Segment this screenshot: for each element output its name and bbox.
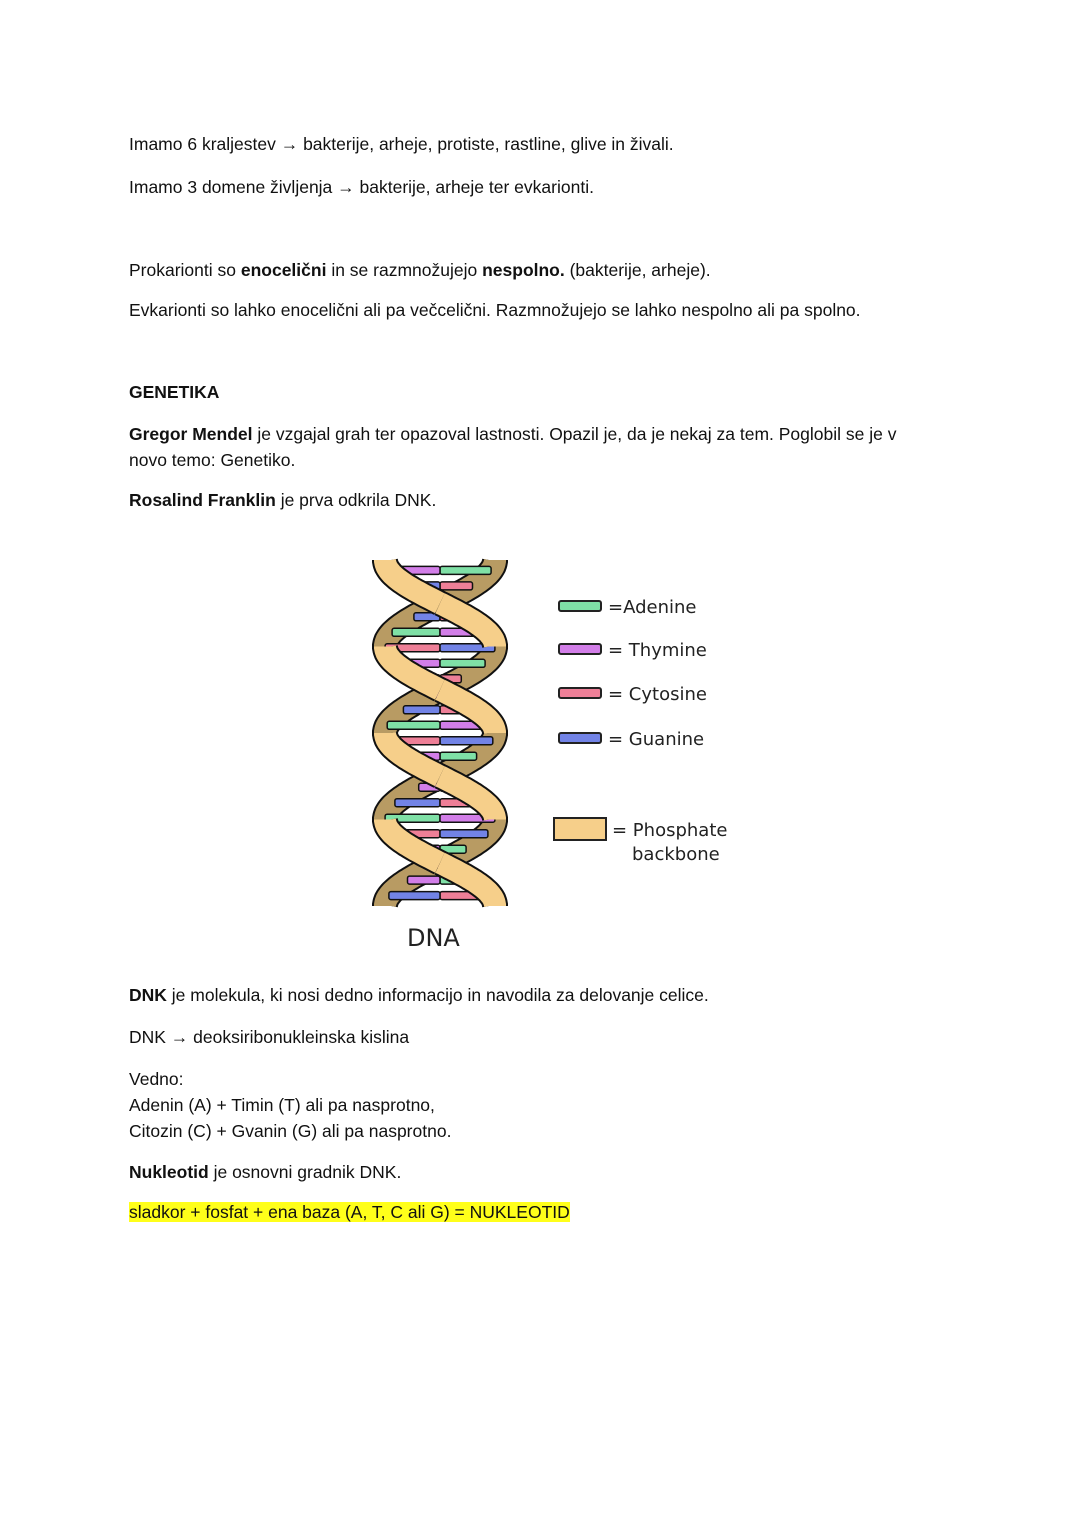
legend-swatch-cytosine	[559, 688, 601, 698]
bold-term: nespolno.	[482, 260, 565, 280]
bold-term: Nukleotid	[129, 1162, 209, 1182]
base-pair-segment	[392, 628, 440, 636]
kingdoms-line: Imamo 6 kraljestev → bakterije, arheje, protiste, rastline, glive in živali.	[129, 134, 674, 154]
base-pair-segment	[440, 737, 493, 745]
dna-caption: DNA	[407, 924, 460, 952]
strand-b-segment	[440, 776, 495, 819]
dnk-definition-line	[129, 982, 709, 1008]
base-pair-segment	[403, 706, 440, 714]
legend-label-phosphate: = Phosphate	[612, 820, 728, 841]
legend-swatch-backbone	[554, 818, 606, 840]
base-pair-segment	[395, 799, 440, 807]
text-part: je molekula, ki nosi dedno informacijo in navodila za delovanje celice.	[166, 985, 709, 1005]
bold-term: Gregor Mendel	[129, 424, 253, 444]
base-pair-segment	[389, 892, 440, 900]
bold-term: DNK	[129, 985, 167, 1005]
legend-label-backbone: backbone	[632, 844, 720, 865]
nucleotide-formula	[129, 1199, 570, 1225]
franklin-line	[129, 487, 436, 513]
section-heading: GENETIKA	[129, 382, 220, 402]
strand-a-segment	[385, 647, 440, 690]
legend-label-guanine: = Guanine	[608, 729, 705, 750]
dna-diagram	[355, 548, 735, 958]
eukaryotes-line: Evkarionti so lahko enocelični ali pa večcelični. Razmnožujejo se lahko nespolno ali pa spolno.	[129, 300, 861, 320]
base-pair-segment	[440, 659, 485, 667]
base-pair-segment	[440, 566, 491, 574]
highlighted-formula: sladkor + fosfat + ena baza (A, T, C ali G) = NUKLEOTID	[129, 1202, 570, 1222]
strand-b-segment	[440, 603, 495, 646]
legend-label-adenine: =Adenine	[608, 597, 697, 618]
pairing-rule-at: Adenin (A) + Timin (T) ali pa nasprotno,	[129, 1095, 435, 1115]
text-part: je prva odkrila DNK.	[275, 490, 437, 510]
base-pair-segment	[440, 830, 488, 838]
base-pair-segment	[440, 582, 473, 590]
strand-a-segment	[385, 820, 440, 863]
dna-helix	[385, 560, 495, 906]
dnk-acronym-line: DNK → deoksiribonukleinska kislina	[129, 1027, 410, 1047]
legend-swatch-adenine	[559, 601, 601, 611]
legend-label-cytosine: = Cytosine	[608, 684, 707, 705]
base-pair-segment	[440, 752, 477, 760]
legend-swatch-guanine	[559, 733, 601, 743]
text-part: Prokarionti so	[129, 260, 241, 280]
bold-term: Rosalind Franklin	[129, 490, 276, 510]
text-part: (bakterije, arheje).	[564, 260, 711, 280]
legend-swatch-thymine	[559, 644, 601, 654]
text-part: je vzgajal grah ter opazoval lastnosti. Opazil je, da je nekaj za tem. Poglobil se je v	[252, 424, 897, 444]
base-pair-segment	[387, 721, 440, 729]
mendel-line	[129, 421, 896, 447]
bold-term: enocelični	[240, 260, 327, 280]
always-label: Vedno:	[129, 1069, 184, 1089]
text-part: je osnovni gradnik DNK.	[208, 1162, 402, 1182]
text-part: in se razmnožujejo	[326, 260, 483, 280]
domains-line: Imamo 3 domene življenja → bakterije, arheje ter evkarionti.	[129, 177, 594, 197]
mendel-line-2: novo temo: Genetiko.	[129, 450, 296, 470]
base-pair-segment	[408, 876, 441, 884]
prokaryotes-line	[129, 257, 711, 283]
pairing-rule-cg: Citozin (C) + Gvanin (G) ali pa nasprotno.	[129, 1121, 452, 1141]
nucleotide-line	[129, 1159, 401, 1185]
legend	[554, 597, 727, 865]
legend-label-thymine: = Thymine	[608, 640, 707, 661]
